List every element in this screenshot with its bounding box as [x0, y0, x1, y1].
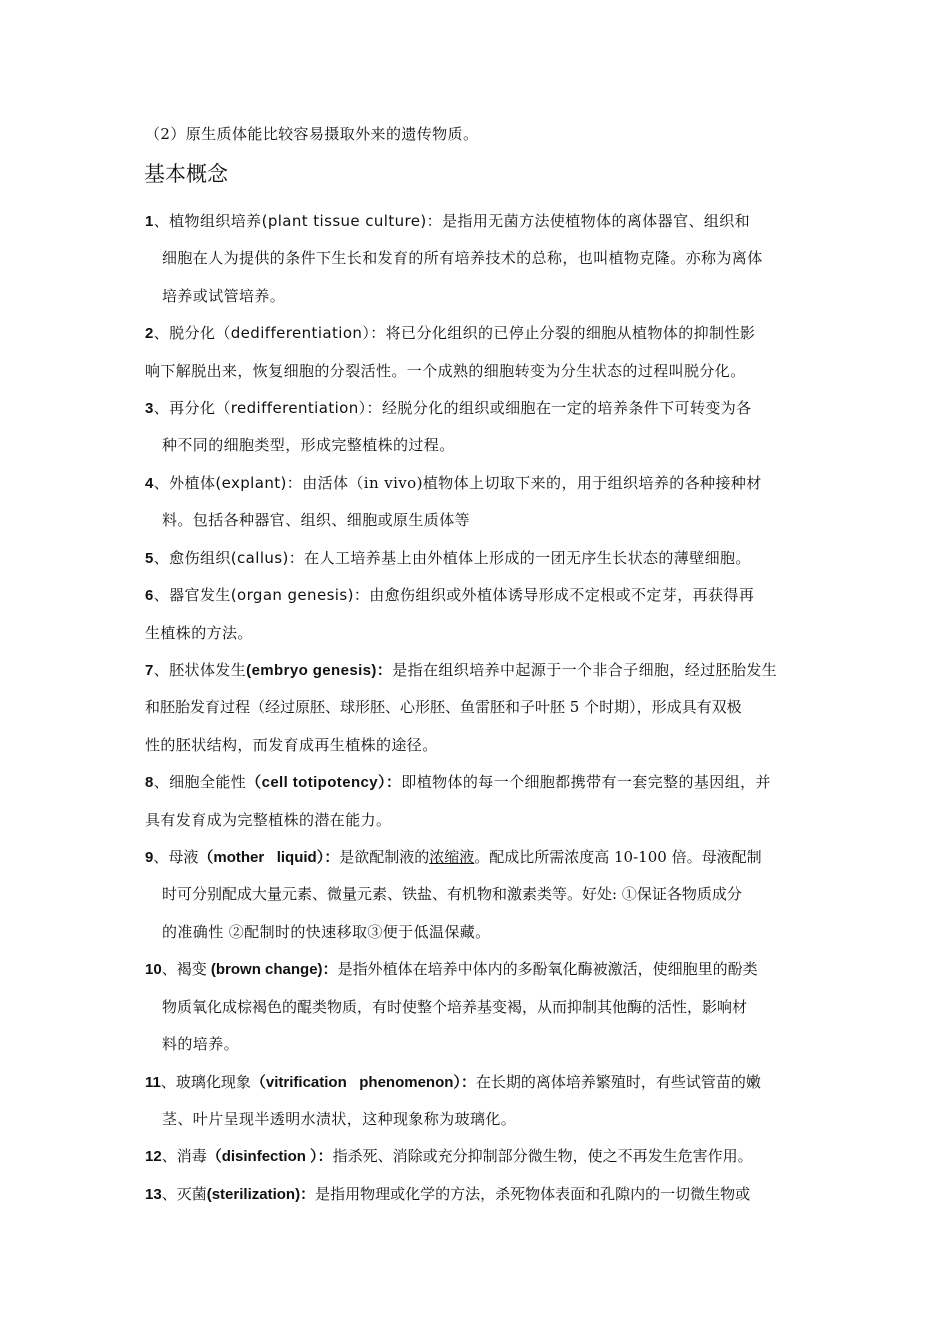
concept-9-line-3: 的准确性 ②配制时的快速移取③便于低温保藏。	[162, 923, 491, 941]
concept-separator: 、	[153, 399, 170, 417]
concept-10-line-2: 物质氧化成棕褐色的醌类物质，有时使整个培养基变褐，从而抑制其他酶的活性，影响材	[162, 998, 748, 1016]
concept-text: 由愈伤组织或外植体诱导形成不定根或不定芽，再获得再	[369, 586, 755, 604]
concept-number: 7	[145, 662, 154, 679]
concept-12-first-line	[145, 1146, 950, 1167]
concept-8-line-2: 具有发育成为完整植株的潜在能力。	[145, 811, 392, 829]
concept-9-first-line	[145, 847, 950, 868]
concept-term: (callus)：	[230, 549, 305, 567]
concept-4-line-2: 料。包括各种器官、组织、细胞或原生质体等	[162, 511, 471, 529]
concept-text: 指杀死、消除或充分抑制部分微生物，使之不再发生危害作用。	[332, 1147, 753, 1165]
concept-name: 外植体	[169, 474, 216, 492]
concept-13-first-line	[145, 1184, 950, 1205]
concept-10-line-3: 料的培养。	[162, 1035, 240, 1053]
concept-term: (brown change)：	[206, 961, 338, 978]
concept-7-first-line	[145, 660, 950, 681]
concept-separator: 、	[153, 324, 170, 342]
concept-separator: 、	[153, 212, 170, 230]
concept-3-first-line	[145, 398, 950, 419]
concept-term: （dedifferentiation）：	[215, 324, 386, 342]
concept-4-first-line	[145, 473, 950, 494]
concept-term: (explant)：	[215, 474, 303, 492]
concept-text: 是指外植体在培养中体内的多酚氧化酶被激活，使细胞里的酚类	[337, 960, 758, 978]
concept-11-first-line	[145, 1072, 950, 1093]
underlined-term: 浓缩液	[429, 848, 475, 866]
concept-term: （vitrification phenomenon）：	[250, 1074, 476, 1091]
concept-name: 器官发生	[169, 586, 231, 604]
concept-separator: 、	[160, 1073, 176, 1091]
concept-number: 8	[145, 774, 154, 791]
concept-number: 2	[145, 325, 154, 342]
concept-separator: 、	[153, 848, 169, 866]
concept-number: 1	[145, 213, 154, 230]
concept-6-line-2: 生植株的方法。	[145, 624, 253, 642]
concept-name: 植物组织培养	[169, 212, 262, 230]
concept-term: (organ genesis)：	[230, 586, 370, 604]
concept-name: 褐变	[176, 960, 207, 978]
concept-separator: 、	[153, 773, 170, 791]
concept-separator: 、	[153, 661, 170, 679]
concept-number: 9	[145, 849, 154, 866]
concept-text: 是指用无菌方法使植物体的离体器官、组织和	[442, 212, 751, 230]
concept-number: 5	[145, 550, 154, 567]
concept-term: (plant tissue culture)：	[261, 212, 443, 230]
concept-name: 玻璃化现象	[175, 1073, 251, 1091]
intro-line: （2）原生质体能比较容易摄取外来的遗传物质。	[145, 125, 479, 143]
concept-text: 是指用物理或化学的方法，杀死物体表面和孔隙内的一切微生物或	[315, 1185, 751, 1203]
concept-2-line-2: 响下解脱出来，恢复细胞的分裂活性。一个成熟的细胞转变为分生状态的过程叫脱分化。	[145, 362, 746, 380]
concept-name: 脱分化	[169, 324, 216, 342]
concept-name: 愈伤组织	[169, 549, 231, 567]
concept-name: 胚状体发生	[169, 661, 247, 679]
concept-separator: 、	[161, 1147, 177, 1165]
concept-text-cont: 。配成比所需浓度高 10-100 倍。母液配制	[474, 848, 762, 866]
concept-number: 13	[145, 1186, 162, 1203]
concept-separator: 、	[153, 586, 170, 604]
concept-1-line-3: 培养或试管培养。	[162, 287, 286, 305]
concept-number: 3	[145, 400, 154, 417]
concept-separator: 、	[161, 960, 177, 978]
concept-number: 4	[145, 475, 154, 492]
concept-term: （mother liquid）：	[198, 849, 340, 866]
concept-term: (embryo genesis)：	[246, 662, 393, 679]
concept-7-line-2: 和胚胎发育过程（经过原胚、球形胚、心形胚、鱼雷胚和子叶胚 5 个时期），形成具有双极	[145, 698, 742, 716]
concept-name: 消毒	[176, 1147, 207, 1165]
concept-text: 经脱分化的组织或细胞在一定的培养条件下可转变为各	[381, 399, 752, 417]
concept-text: 在人工培养基上由外植体上形成的一团无序生长状态的薄壁细胞。	[304, 549, 751, 567]
concept-number: 6	[145, 587, 154, 604]
concept-1-line-2: 细胞在人为提供的条件下生长和发育的所有培养技术的总称，也叫植物克隆。亦称为离体	[162, 249, 763, 267]
concept-separator: 、	[153, 474, 170, 492]
concept-name: 灭菌	[176, 1185, 207, 1203]
concept-10-first-line	[145, 959, 950, 980]
concept-11-line-2: 茎、叶片呈现半透明水渍状，这种现象称为玻璃化。	[162, 1110, 517, 1128]
concept-1-first-line	[145, 211, 950, 232]
concept-number: 10	[145, 961, 162, 978]
concept-text: 是欲配制液的	[339, 848, 430, 866]
concept-name: 再分化	[169, 399, 216, 417]
concept-7-line-3: 性的胚状结构，而发育成再生植株的途径。	[145, 736, 438, 754]
concept-number: 12	[145, 1148, 162, 1165]
concept-9-line-2: 时可分别配成大量元素、微量元素、铁盐、有机物和激素类等。好处: ①保证各物质成分	[162, 885, 742, 903]
concept-term: （disinfection ）：	[206, 1148, 333, 1165]
concept-6-first-line	[145, 585, 950, 606]
concept-name: 细胞全能性	[169, 773, 247, 791]
concept-term: （cell totipotency）：	[246, 774, 402, 791]
concept-text: 由活体（in vivo)植物体上切取下来的，用于组织培养的各种接种材	[302, 474, 762, 492]
concept-separator: 、	[153, 549, 170, 567]
concept-text: 将已分化组织的已停止分裂的细胞从植物体的抑制性影	[385, 324, 756, 342]
concept-text: 在长期的离体培养繁殖时，有些试管苗的嫩	[475, 1073, 761, 1091]
concept-8-first-line	[145, 772, 950, 793]
concept-5-first-line	[145, 548, 950, 569]
concept-text: 是指在组织培养中起源于一个非合子细胞，经过胚胎发生	[392, 661, 778, 679]
concept-text: 即植物体的每一个细胞都携带有一套完整的基因组，并	[401, 773, 771, 791]
concept-term: （redifferentiation）：	[215, 399, 382, 417]
concept-number: 11	[145, 1074, 161, 1091]
section-heading: 基本概念	[144, 162, 228, 186]
concept-name: 母液	[168, 848, 199, 866]
concept-term: (sterilization)：	[206, 1186, 316, 1203]
concept-3-line-2: 种不同的细胞类型，形成完整植株的过程。	[162, 436, 455, 454]
concept-separator: 、	[161, 1185, 177, 1203]
concept-2-first-line	[145, 323, 950, 344]
